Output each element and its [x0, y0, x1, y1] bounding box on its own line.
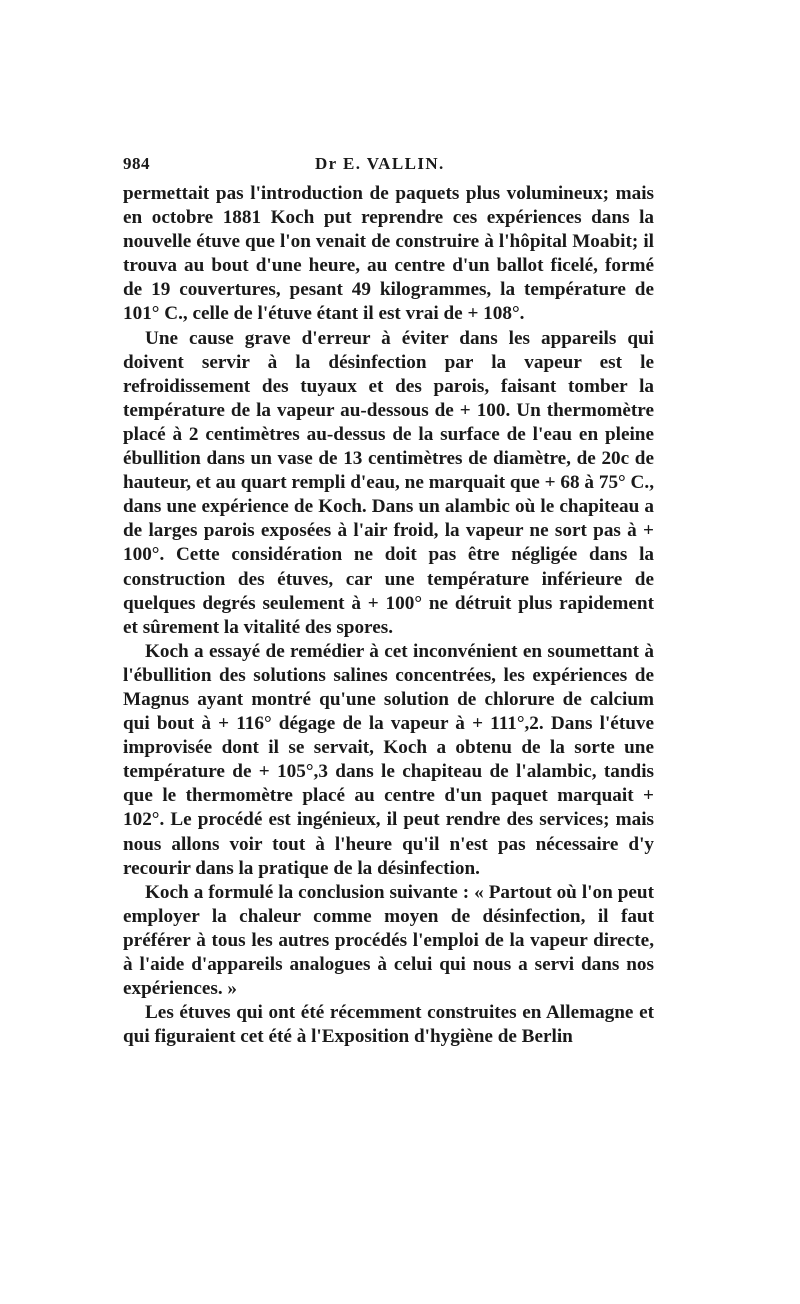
body-text [123, 182, 654, 1049]
paragraph: Une cause grave d'erreur à éviter dans les appareils qui doivent servir à la désinfection par la vapeur est le refroidissement des tuyaux et des parois, faisant tomber la température de la vapeur au-dessous de + 100. Un thermomètre placé à 2 centimètres au-dessus de la surface de l'eau en pleine ébullition dans un vase de 13 centimètres de diamètre, de 20c de hauteur, et au quart rempli d'eau, ne marquait que + 68 à 75° C., dans une expérience de Koch. Dans un alambic où le chapiteau a de larges parois exposées à l'air froid, la vapeur ne sort pas à + 100°. Cette considération ne doit pas être négligée dans la construction des étuves, car une température inférieure de quelques degrés seulement à + 100° ne détruit plus rapidement et sûrement la vitalité des spores. [123, 327, 654, 638]
paragraph-continued: permettait pas l'introduction de paquets plus volumineux; mais en octobre 1881 Koch put reprendre ces expériences dans la nouvelle étuve que l'on venait de construire à l'hôpital Moabit; il trouva au bout d'une heure, au centre d'un ballot ficelé, formé de 19 couvertures, pesant 49 kilogrammes, la température de 101° C., celle de l'étuve étant il est vrai de + 108°. [123, 183, 654, 325]
paragraph-quotation: Koch a formulé la conclusion suivante : « Partout où l'on peut employer la chaleur comme moyen de désinfection, il faut préférer à tous les autres procédés l'emploi de la vapeur directe, à l'aide d'appareils analogues à celui qui nous a servi dans nos expériences. » [123, 881, 654, 1000]
paragraph: Koch a essayé de remédier à cet inconvénient en soumettant à l'ébullition des solutions salines concentrées, les expériences de Magnus ayant montré qu'une solution de chlorure de calcium qui bout à + 116° dégage de la vapeur à + 111°,2. Dans l'étuve improvisée dont il se servait, Koch a obtenu de la sorte une température de + 105°,3 dans le chapiteau de l'alambic, tandis que le thermomètre placé au centre d'un paquet marquait + 102°. Le procédé est ingénieux, il peut rendre des services; mais nous allons voir tout à l'heure qu'il n'est pas nécessaire d'y recourir dans la pratique de la désinfection. [123, 640, 654, 879]
running-head-author: Dr E. VALLIN. [315, 154, 445, 173]
page-number: 984 [123, 154, 150, 173]
running-head [123, 152, 654, 182]
book-page [123, 152, 654, 1049]
paragraph: Les étuves qui ont été récemment construites en Allemagne et qui figuraient cet été à l'Exposition d'hygiène de Berlin [123, 1002, 654, 1048]
